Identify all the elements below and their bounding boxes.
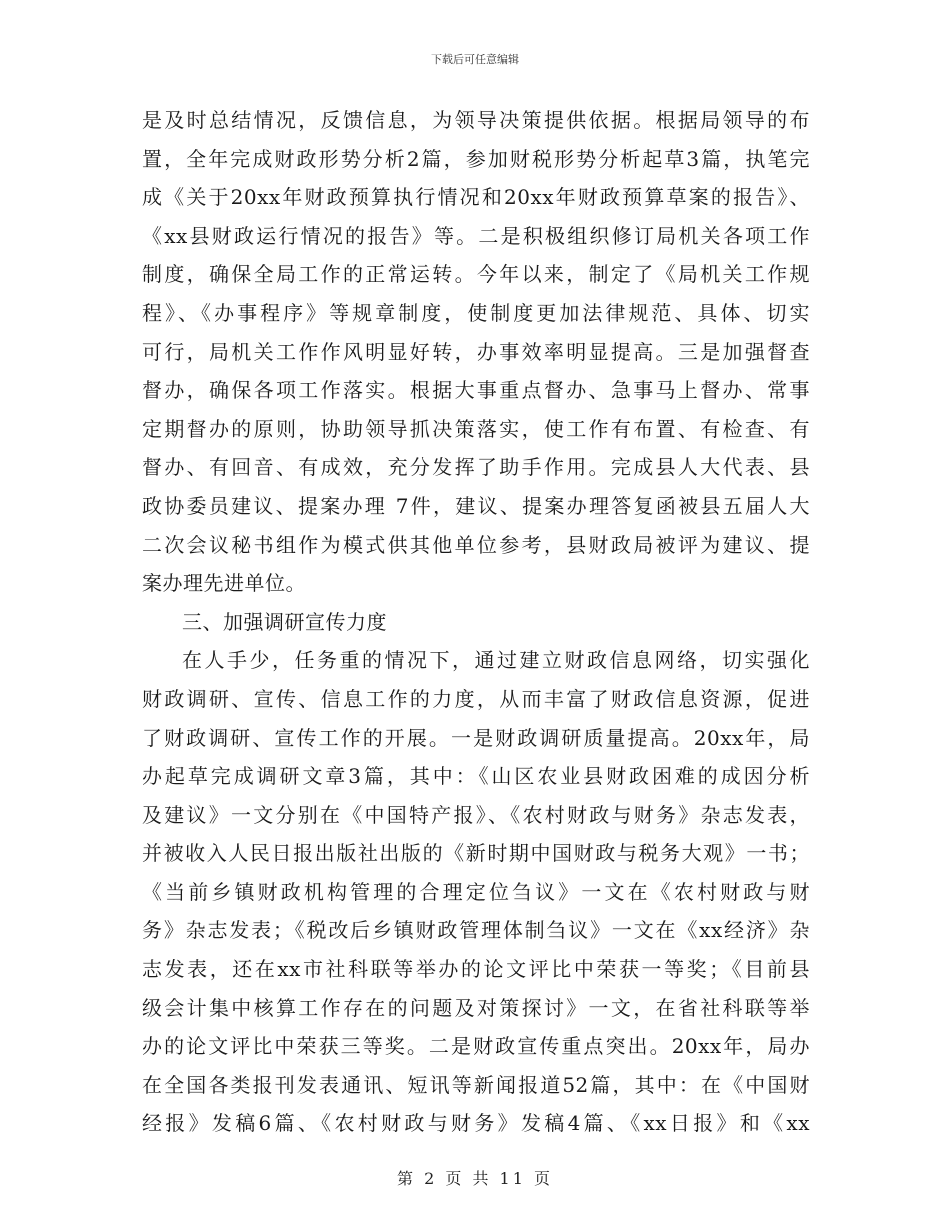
text-line: 并被收入人民日报出版社出版的《新时期中国财政与税务大观》一书； xyxy=(142,841,810,866)
document-body xyxy=(142,101,810,1143)
text-line: 在全国各类报刊发表通讯、短讯等新闻报道52篇，其中：在《中国财 xyxy=(142,1072,810,1097)
text-line: 《xx县财政运行情况的报告》等。二是积极组织修订局机关各项工作 xyxy=(142,223,810,248)
text-line: 经报》发稿6篇、《农村财政与财务》发稿4篇、《xx日报》和《xx xyxy=(142,1111,810,1136)
text-line: 《当前乡镇财政机构管理的合理定位刍议》一文在《农村财政与财 xyxy=(142,879,810,904)
text-line: 制度，确保全局工作的正常运转。今年以来，制定了《局机关工作规 xyxy=(142,262,810,287)
text-line: 定期督办的原则，协助领导抓决策落实，使工作有布置、有检查、有 xyxy=(142,416,810,441)
text-line: 级会计集中核算工作存在的问题及对策探讨》一文，在省社科联等举 xyxy=(142,995,810,1020)
text-line: 办起草完成调研文章3篇，其中：《山区农业县财政困难的成因分析 xyxy=(142,764,810,789)
text-line: 及建议》一文分别在《中国特产报》、《农村财政与财务》杂志发表， xyxy=(142,802,810,827)
text-line: 务》杂志发表；《税改后乡镇财政管理体制刍议》一文在《xx经济》杂 xyxy=(142,918,810,943)
page-number: 第 2 页 共 11 页 xyxy=(397,1169,553,1188)
text-line: 可行，局机关工作作风明显好转，办事效率明显提高。三是加强督查 xyxy=(142,339,810,364)
section-heading: 三、加强调研宣传力度 xyxy=(182,609,387,634)
text-line: 办的论文评比中荣获三等奖。二是财政宣传重点突出。20xx年，局办 xyxy=(142,1034,810,1059)
text-line: 督办、有回音、有成效，充分发挥了助手作用。完成县人大代表、县 xyxy=(142,455,810,480)
page-header-note: 下载后可任意编辑 xyxy=(431,53,519,66)
text-line: 成《关于20xx年财政预算执行情况和20xx年财政预算草案的报告》、 xyxy=(142,185,810,210)
text-line: 置，全年完成财政形势分析2篇，参加财税形势分析起草3篇，执笔完 xyxy=(142,146,810,171)
text-line: 是及时总结情况，反馈信息，为领导决策提供依据。根据局领导的布 xyxy=(142,108,810,132)
text-line: 了财政调研、宣传工作的开展。一是财政调研质量提高。20xx年，局 xyxy=(142,725,810,750)
text-line: 督办，确保各项工作落实。根据大事重点督办、急事马上督办、常事 xyxy=(142,378,810,403)
text-line: 政协委员建议、提案办理 7件，建议、提案办理答复函被县五届人大 xyxy=(142,493,810,518)
text-line: 志发表，还在xx市社科联等举办的论文评比中荣获一等奖；《目前县 xyxy=(142,957,810,982)
text-line: 案办理先进单位。 xyxy=(142,571,306,596)
text-line: 二次会议秘书组作为模式供其他单位参考，县财政局被评为建议、提 xyxy=(142,532,810,557)
text-line: 在人手少，任务重的情况下，通过建立财政信息网络，切实强化 xyxy=(182,648,810,673)
text-line: 财政调研、宣传、信息工作的力度，从而丰富了财政信息资源，促进 xyxy=(142,686,810,711)
text-line: 程》、《办事程序》等规章制度，使制度更加法律规范、具体、切实 xyxy=(142,300,810,325)
